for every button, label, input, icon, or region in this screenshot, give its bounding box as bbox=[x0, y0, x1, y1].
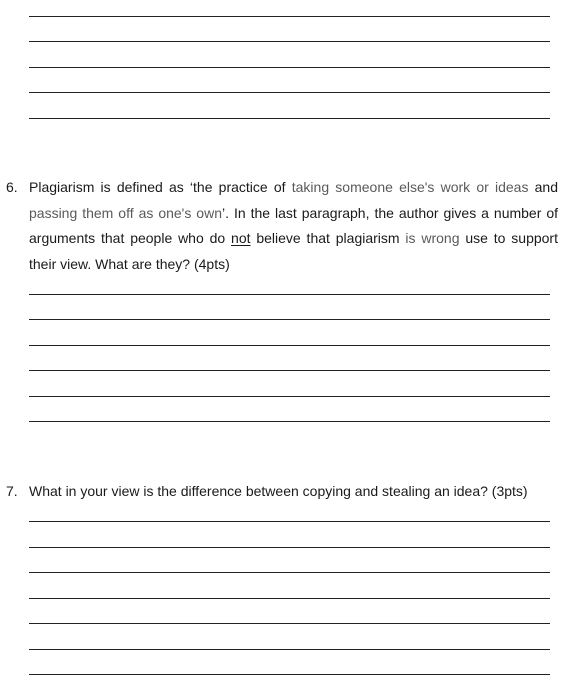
question-6-text-part: taking someone else's work or ideas bbox=[291, 179, 529, 195]
answer-line[interactable] bbox=[29, 598, 550, 599]
question-6-text-part: ’. In the last paragraph, the author gives a number of arguments that people who do bbox=[29, 204, 559, 246]
answer-line[interactable] bbox=[29, 92, 550, 93]
question-6-text bbox=[29, 175, 558, 277]
question-6-text-part: Plagiarism is defined as ‘the practice of bbox=[29, 179, 292, 195]
answer-line[interactable] bbox=[29, 118, 550, 119]
question-7-text: What in your view is the difference between copying and stealing an idea? (3pts) bbox=[29, 483, 528, 499]
answer-line[interactable] bbox=[29, 572, 550, 573]
answer-line[interactable] bbox=[29, 674, 550, 675]
question-7-number: 7. bbox=[6, 483, 18, 499]
question-6-text-part: is wrong bbox=[405, 230, 460, 246]
answer-line[interactable] bbox=[29, 294, 550, 295]
answer-line[interactable] bbox=[29, 319, 550, 320]
answer-line[interactable] bbox=[29, 41, 550, 42]
answer-line[interactable] bbox=[29, 521, 550, 522]
answer-line[interactable] bbox=[29, 345, 550, 346]
question-6-text-part: believe that plagiarism bbox=[250, 230, 406, 246]
answer-line[interactable] bbox=[29, 396, 550, 397]
question-6-text-part: and bbox=[528, 179, 558, 195]
question-6-text-part: passing them off as one's own bbox=[29, 204, 222, 221]
answer-line[interactable] bbox=[29, 16, 550, 17]
question-6-number: 6. bbox=[6, 179, 18, 195]
answer-line[interactable] bbox=[29, 547, 550, 548]
answer-line[interactable] bbox=[29, 421, 550, 422]
answer-line[interactable] bbox=[29, 623, 550, 624]
question-6-text-part: not bbox=[231, 230, 251, 246]
answer-line[interactable] bbox=[29, 370, 550, 371]
answer-line[interactable] bbox=[29, 67, 550, 68]
question-6-text-part: use to support their view. What are they? (4pts) bbox=[29, 230, 558, 272]
answer-line[interactable] bbox=[29, 649, 550, 650]
